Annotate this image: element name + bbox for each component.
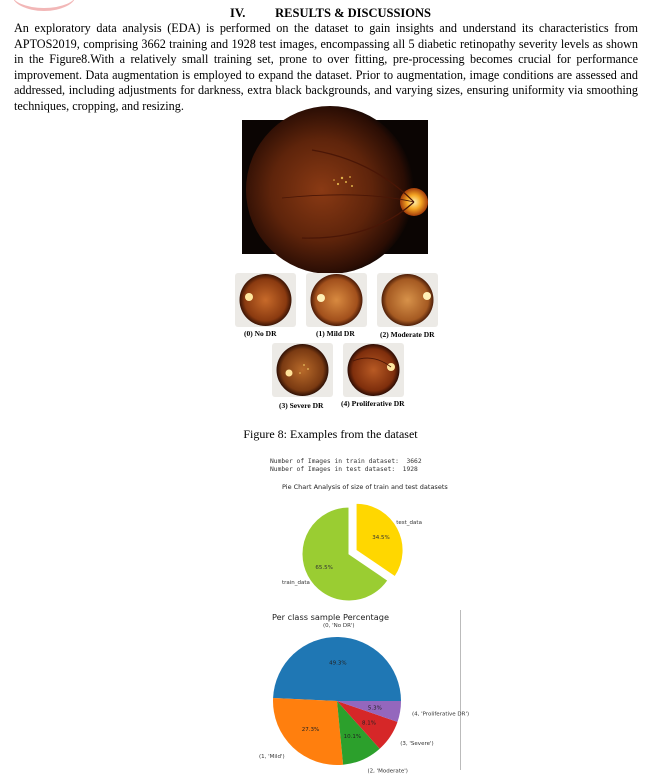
train-count-line: Number of Images in train dataset: 3662 bbox=[270, 458, 422, 465]
example-caption-2: (2) Moderate DR bbox=[380, 330, 435, 339]
pie2-label-2-moderate: (2, 'Moderate') bbox=[367, 768, 408, 774]
fundus-example-no-dr bbox=[235, 273, 296, 327]
fundus-image-main bbox=[242, 120, 428, 254]
pie1-title: Pie Chart Analysis of size of train and test datasets bbox=[282, 483, 448, 491]
body-paragraph: An exploratory data analysis (EDA) is performed on the dataset to gain insights and understand its characteristics from APTOS2019, comprising 3662 training and 1928 test images, encompassing all 5 diabetic retinopathy severity levels as shown in the Figure8.With a relatively small training set, prone to over fitting, pre-processing becomes crucial for performance improvement. Data augmentation is employed to expand the dataset. Prior to augmentation, image conditions are assessed and addressed, including adjustments for darkness, extra black backgrounds, and varying sizes, ensuring uniformity via smoothing techniques, cropping, and resizing. bbox=[14, 21, 638, 113]
example-caption-3: (3) Severe DR bbox=[279, 401, 324, 410]
fundus-example-mild-dr bbox=[306, 273, 367, 327]
fundus-example-severe-dr bbox=[272, 343, 333, 397]
pie2-pct-3-severe: 8.1% bbox=[361, 720, 376, 727]
pie1-svg bbox=[262, 492, 434, 610]
example-caption-1: (1) Mild DR bbox=[316, 329, 355, 338]
section-number: IV. bbox=[230, 6, 246, 20]
pie2-slice-0-no-dr bbox=[273, 637, 401, 701]
section-heading bbox=[0, 6, 661, 21]
example-caption-0: (0) No DR bbox=[244, 329, 277, 338]
pie2-svg bbox=[258, 622, 470, 774]
pie2-pct-1-mild: 27.3% bbox=[301, 726, 320, 733]
example-caption-4: (4) Proliferative DR bbox=[341, 399, 405, 408]
pie2-title: Per class sample Percentage bbox=[272, 612, 390, 622]
pie1-label-test-data: test_data bbox=[396, 520, 422, 527]
fundus-example-moderate-dr bbox=[377, 273, 438, 327]
train-test-panel bbox=[262, 452, 448, 602]
section-title: RESULTS & DISCUSSIONS bbox=[275, 6, 431, 20]
test-count-line: Number of Images in test dataset: 1928 bbox=[270, 466, 418, 473]
fundus-example-proliferative-dr bbox=[343, 343, 404, 397]
pie1-label-train-data: train_data bbox=[281, 580, 310, 587]
pie2-label-1-mild: (1, 'Mild') bbox=[258, 754, 285, 761]
pie2-pct-4-proliferative-dr: 5.3% bbox=[367, 705, 382, 712]
pie2-pct-2-moderate: 10.1% bbox=[343, 734, 362, 741]
pie2-label-3-severe: (3, 'Severe') bbox=[400, 741, 434, 748]
figure-caption: Figure 8: Examples from the dataset bbox=[243, 427, 418, 441]
pie2-label-0-no-dr: (0, 'No DR') bbox=[322, 623, 355, 630]
per-class-panel bbox=[258, 610, 470, 774]
pie2-pct-0-no-dr: 49.3% bbox=[329, 660, 347, 667]
pie1-pct-train-data: 65.5% bbox=[315, 565, 333, 572]
pie1-pct-test-data: 34.5% bbox=[372, 535, 390, 542]
pie2-label-4-proliferative-dr: (4, 'Proliferative DR') bbox=[411, 711, 470, 718]
pie2-external-labels bbox=[228, 732, 288, 752]
